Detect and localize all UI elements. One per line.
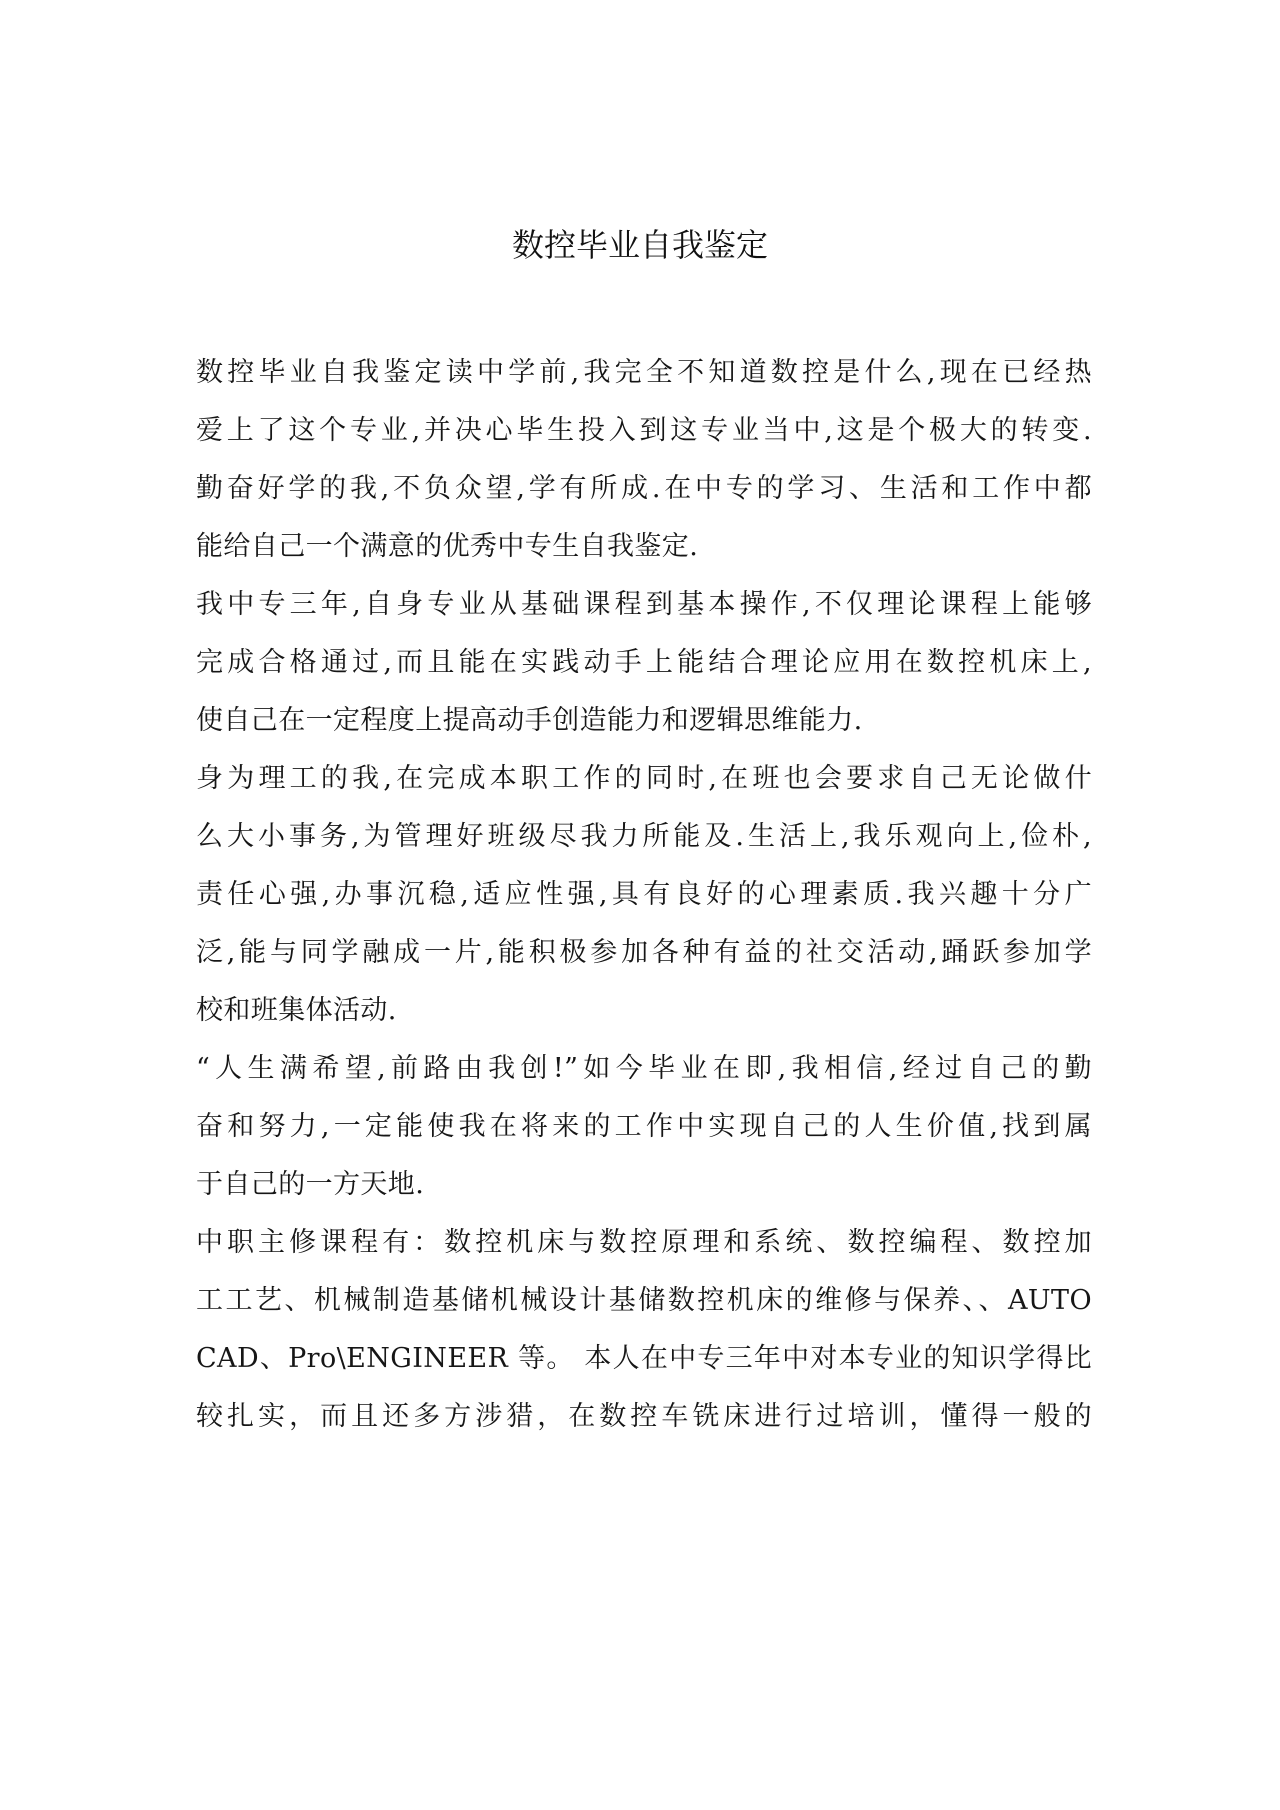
body-line: 泛,能与同学融成一片,能积极参加各种有益的社交活动,踊跃参加学 (196, 937, 1092, 968)
body-line: 爱上了这个专业,并决心毕生投入到这专业当中,这是个极大的转变. (196, 415, 1092, 446)
body-line: 中职主修课程有：数控机床与数控原理和系统、数控编程、数控加 (196, 1227, 1092, 1258)
body-line: 责任心强,办事沉稳,适应性强,具有良好的心理素质.我兴趣十分广 (196, 879, 1092, 910)
body-line: 勤奋好学的我,不负众望,学有所成.在中专的学习、生活和工作中都 (196, 473, 1092, 504)
body-line: 校和班集体活动. (196, 995, 397, 1026)
body-line: 完成合格通过,而且能在实践动手上能结合理论应用在数控机床上, (196, 647, 1092, 678)
body-line: CAD、Pro\ENGINEER 等。 本人在中专三年中对本专业的知识学得比 (196, 1343, 1092, 1374)
body-line: 数控毕业自我鉴定读中学前,我完全不知道数控是什么,现在已经热 (196, 357, 1092, 388)
body-line: 奋和努力,一定能使我在将来的工作中实现自己的人生价值,找到属 (196, 1111, 1092, 1142)
body-line: “人生满希望,前路由我创!”如今毕业在即,我相信,经过自己的勤 (196, 1053, 1092, 1084)
body-line: 于自己的一方天地. (196, 1169, 425, 1200)
body-line: 么大小事务,为管理好班级尽我力所能及.生活上,我乐观向上,俭朴, (196, 821, 1092, 852)
body-line: 工工艺、机械制造基储机械设计基储数控机床的维修与保养、、AUTO (196, 1285, 1092, 1316)
body-line: 身为理工的我,在完成本职工作的同时,在班也会要求自己无论做什 (196, 763, 1092, 794)
body-line: 能给自己一个满意的优秀中专生自我鉴定. (196, 531, 699, 562)
body-line: 较扎实，而且还多方涉猎，在数控车铣床进行过培训，懂得一般的 (196, 1401, 1092, 1432)
document-body (196, 344, 1092, 1446)
document-title: 数控毕业自我鉴定 (511, 226, 768, 264)
body-line: 使自己在一定程度上提高动手创造能力和逻辑思维能力. (196, 705, 863, 736)
body-line: 我中专三年,自身专业从基础课程到基本操作,不仅理论课程上能够 (196, 589, 1092, 620)
